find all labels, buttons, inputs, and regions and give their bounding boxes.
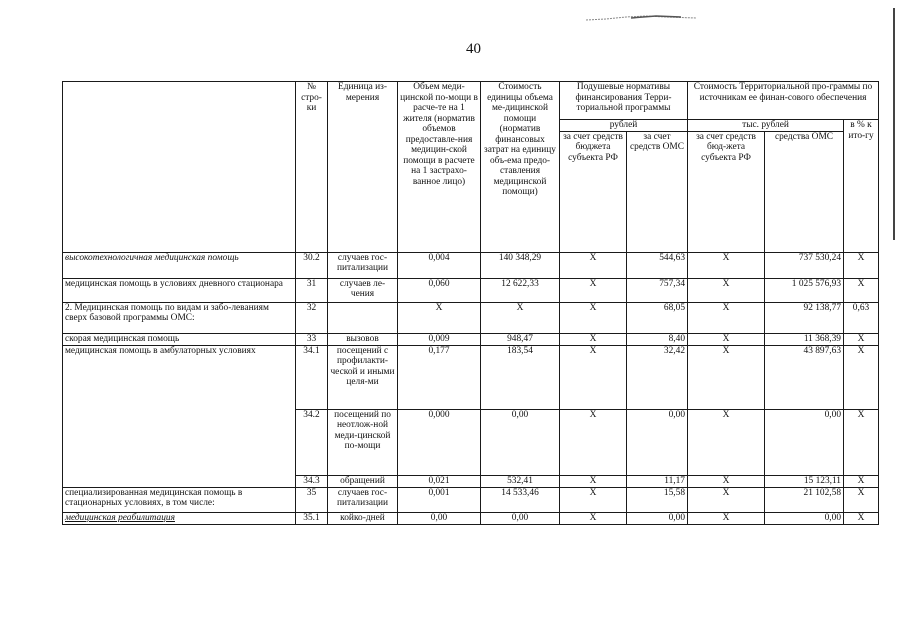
row-volume: 0,177 xyxy=(398,345,481,409)
table-row xyxy=(63,302,879,333)
row-t-budget: X xyxy=(688,409,765,475)
row-t-oms: 11 368,39 xyxy=(765,333,844,345)
unit-header: Единица из-мерения xyxy=(328,82,398,253)
table-row xyxy=(63,487,879,512)
row-label: медицинская помощь в амбулаторных условиях xyxy=(63,345,296,487)
row-label: 2. Медицинская помощь по видам и забо-леваниям сверх базовой программы ОМС: xyxy=(63,302,296,333)
table-row xyxy=(63,512,879,524)
table-row xyxy=(63,345,879,409)
label-header-cell xyxy=(63,82,296,253)
row-t-budget: X xyxy=(688,475,765,487)
table-row xyxy=(63,252,879,278)
row-pc-budget: X xyxy=(560,409,627,475)
row-pc-budget: X xyxy=(560,345,627,409)
table-row xyxy=(63,278,879,302)
row-pct: X xyxy=(844,345,879,409)
total-oms-header: средства ОМС xyxy=(765,131,844,252)
row-t-oms: 1 025 576,93 xyxy=(765,278,844,302)
cost-header: Стоимость единицы объема ме-дицинской помощи (норматив финансовых затрат на единицу объ-ема предо-ставления медицинской помощи) xyxy=(481,82,560,253)
row-unit: вызовов xyxy=(328,333,398,345)
total-group-header: Стоимость Территориальной про-граммы по источникам ее финан-сового обеспечения xyxy=(688,82,879,120)
row-cost: 14 533,46 xyxy=(481,487,560,512)
row-unit: случаев ле-чения xyxy=(328,278,398,302)
row-t-budget: X xyxy=(688,302,765,333)
row-pc-oms: 0,00 xyxy=(627,512,688,524)
row-cost: 0,00 xyxy=(481,409,560,475)
row-pct: X xyxy=(844,278,879,302)
row-t-oms: 92 138,77 xyxy=(765,302,844,333)
row-pc-oms: 0,00 xyxy=(627,409,688,475)
oms-header: за счет средств ОМС xyxy=(627,131,688,252)
row-t-budget: X xyxy=(688,487,765,512)
row-pc-oms: 32,42 xyxy=(627,345,688,409)
per-capita-unit-header: рублей xyxy=(560,120,688,132)
row-pct: 0,63 xyxy=(844,302,879,333)
row-t-oms: 43 897,63 xyxy=(765,345,844,409)
row-t-budget: X xyxy=(688,252,765,278)
row-number: 34.3 xyxy=(296,475,328,487)
budget-rf-header: за счет средств бюджета субъекта РФ xyxy=(560,131,627,252)
row-unit: обращений xyxy=(328,475,398,487)
scan-edge-line xyxy=(893,8,895,240)
row-volume: 0,021 xyxy=(398,475,481,487)
row-pc-oms: 11,17 xyxy=(627,475,688,487)
row-pct: X xyxy=(844,512,879,524)
row-label: высокотехнологичная медицинская помощь xyxy=(63,252,296,278)
row-number: 34.1 xyxy=(296,345,328,409)
row-cost: X xyxy=(481,302,560,333)
row-volume: 0,001 xyxy=(398,487,481,512)
row-pc-oms: 68,05 xyxy=(627,302,688,333)
row-unit: койко-дней xyxy=(328,512,398,524)
total-pct-header: в % к ито-гу xyxy=(844,120,879,253)
row-pct: X xyxy=(844,475,879,487)
row-label: специализированная медицинская помощь в стационарных условиях, в том числе: xyxy=(63,487,296,512)
row-label: медицинская реабилитация xyxy=(63,512,296,524)
row-unit: случаев гос-питализации xyxy=(328,487,398,512)
per-capita-group-header: Подушевые нормативы финансирования Терри-ториальной программы xyxy=(560,82,688,120)
row-volume: 0,009 xyxy=(398,333,481,345)
row-cost: 140 348,29 xyxy=(481,252,560,278)
row-cost: 12 622,33 xyxy=(481,278,560,302)
row-cost: 948,47 xyxy=(481,333,560,345)
row-label: медицинская помощь в условиях дневного стационара xyxy=(63,278,296,302)
row-volume: 0,00 xyxy=(398,512,481,524)
table-row xyxy=(63,333,879,345)
total-budget-rf-header: за счет средств бюд-жета субъекта РФ xyxy=(688,131,765,252)
row-pc-budget: X xyxy=(560,278,627,302)
header-row-1 xyxy=(63,82,879,120)
row-t-oms: 0,00 xyxy=(765,409,844,475)
row-cost: 532,41 xyxy=(481,475,560,487)
row-number-header: № стро-ки xyxy=(296,82,328,253)
volume-header: Объем меди-цинской по-мощи в расче-те на 1 жителя (норматив объемов предоставле-ния медицин-ской помощи в расчете на 1 застрахо-ванное лицо) xyxy=(398,82,481,253)
row-label: скорая медицинская помощь xyxy=(63,333,296,345)
row-pc-oms: 8,40 xyxy=(627,333,688,345)
row-number: 34.2 xyxy=(296,409,328,475)
row-t-oms: 737 530,24 xyxy=(765,252,844,278)
row-pc-budget: X xyxy=(560,333,627,345)
row-t-budget: X xyxy=(688,345,765,409)
page-number: 40 xyxy=(466,41,481,57)
row-t-budget: X xyxy=(688,512,765,524)
row-number: 31 xyxy=(296,278,328,302)
row-pct: X xyxy=(844,409,879,475)
row-pc-oms: 15,58 xyxy=(627,487,688,512)
row-number: 35 xyxy=(296,487,328,512)
row-pc-oms: 757,34 xyxy=(627,278,688,302)
row-cost: 183,54 xyxy=(481,345,560,409)
row-unit xyxy=(328,302,398,333)
scan-artifact xyxy=(586,14,696,22)
row-pc-budget: X xyxy=(560,512,627,524)
row-t-oms: 15 123,11 xyxy=(765,475,844,487)
row-pc-budget: X xyxy=(560,302,627,333)
financing-table xyxy=(62,81,879,525)
row-pct: X xyxy=(844,333,879,345)
row-pc-oms: 544,63 xyxy=(627,252,688,278)
row-t-budget: X xyxy=(688,278,765,302)
row-cost: 0,00 xyxy=(481,512,560,524)
row-number: 35.1 xyxy=(296,512,328,524)
row-pct: X xyxy=(844,252,879,278)
row-volume: 0,004 xyxy=(398,252,481,278)
row-pc-budget: X xyxy=(560,252,627,278)
row-unit: посещений по неотлож-ной меди-цинской по-мощи xyxy=(328,409,398,475)
row-number: 32 xyxy=(296,302,328,333)
total-unit-header: тыс. рублей xyxy=(688,120,844,132)
row-t-budget: X xyxy=(688,333,765,345)
row-number: 30.2 xyxy=(296,252,328,278)
row-volume: 0,060 xyxy=(398,278,481,302)
row-pc-budget: X xyxy=(560,475,627,487)
row-t-oms: 21 102,58 xyxy=(765,487,844,512)
row-unit: посещений с профилакти-ческой и иными целя-ми xyxy=(328,345,398,409)
row-number: 33 xyxy=(296,333,328,345)
row-t-oms: 0,00 xyxy=(765,512,844,524)
row-volume: 0,000 xyxy=(398,409,481,475)
row-volume: X xyxy=(398,302,481,333)
row-pc-budget: X xyxy=(560,487,627,512)
row-pct: X xyxy=(844,487,879,512)
row-unit: случаев гос-питализации xyxy=(328,252,398,278)
